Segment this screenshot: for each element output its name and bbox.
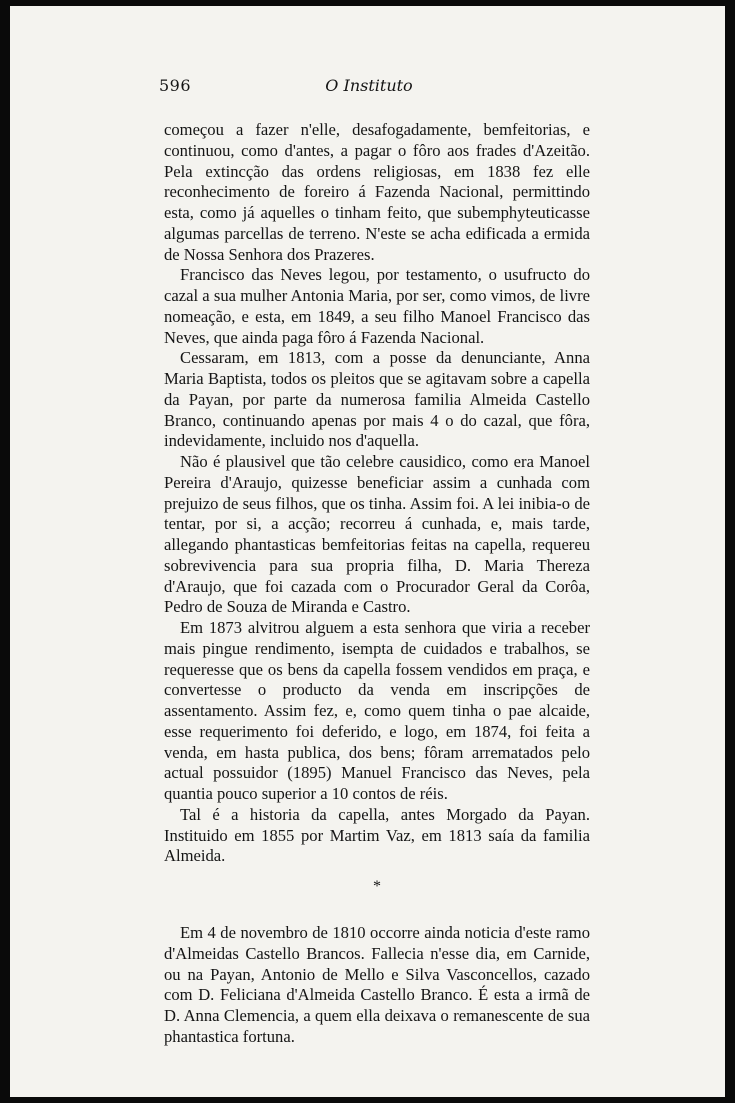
paragraph: Em 4 de novembro de 1810 occorre ainda noticia d'este ramo d'Almeidas Castello Brancos. Fallecia n'esse dia, em Carnide, ou na Payan, Antonio de Mello e Silva Vasconcellos, cazado com D. Feliciana d'Almeida Castello Branco. É esta a irmã de D. Anna Clemencia, a quem ella deixava o remanescente de sua phantastica fortuna. [164, 923, 590, 1046]
paragraph: Francisco das Neves legou, por testamento, o usufructo do cazal a sua mulher Antonia Maria, por ser, como vimos, de livre nomeação, e esta, em 1849, a seu filho Manoel Francisco das Neves, que ainda paga fôro á Fazenda Nacional. [164, 265, 590, 347]
paragraph: Em 1873 alvitrou alguem a esta senhora que viria a receber mais pingue rendimento, isempta de cuidados e trabalhos, se requeresse que os bens da capella fossem vendidos em praça, e convertesse o producto da venda em inscripções de assentamento. Assim fez, e, como quem tinha o pae alcaide, esse requerimento foi deferido, e logo, em 1874, foi feita a venda, em hasta publica, dos bens; fôram arrematados pelo actual possuidor (1895) Manuel Francisco das Neves, pela quantia pouco superior a 10 contos de réis. [164, 618, 590, 803]
page-header [159, 76, 579, 102]
running-title: O Instituto [325, 76, 413, 95]
section-separator: * [373, 878, 381, 895]
paragraph: Cessaram, em 1813, com a posse da denunciante, Anna Maria Baptista, todos os pleitos que se agitavam sobre a capella da Payan, por parte da numerosa familia Almeida Castello Branco, continuando apenas por mais 4 o do cazal, que fôra, indevidamente, incluido nos d'aquella. [164, 348, 590, 451]
paragraph: Não é plausivel que tão celebre causidico, como era Manoel Pereira d'Araujo, quizesse beneficiar assim a cunhada com prejuizo de seus filhos, que os tinha. Assim foi. A lei inibia-o de tentar, por si, a acção; recorreu á cunhada, e, mais tarde, allegando phantasticas bemfeitorias feitas na capella, requereu sobrevivencia para sua propria filha, D. Maria Thereza d'Araujo, que foi cazada com o Procurador Geral da Corôa, Pedro de Souza de Miranda e Castro. [164, 452, 590, 617]
paragraph: Tal é a historia da capella, antes Morgado da Payan. Instituido em 1855 por Martim Vaz, em 1813 saía da familia Almeida. [164, 804, 590, 866]
paragraph: começou a fazer n'elle, desafogadamente, bemfeitorias, e continuou, como d'antes, a pagar o fôro aos frades d'Azeitão. Pela extincção das ordens religiosas, em 1838 fez elle reconhecimento de foreiro á Fazenda Nacional, permittindo esta, como já aquelles o tinham feito, que subemphyteuticasse algumas parcellas de terreno. N'este se acha edificada a ermida de Nossa Senhora dos Prazeres. [164, 120, 590, 264]
book-page [10, 6, 725, 1097]
page-body [164, 120, 590, 1048]
page-number: 596 [159, 76, 192, 95]
